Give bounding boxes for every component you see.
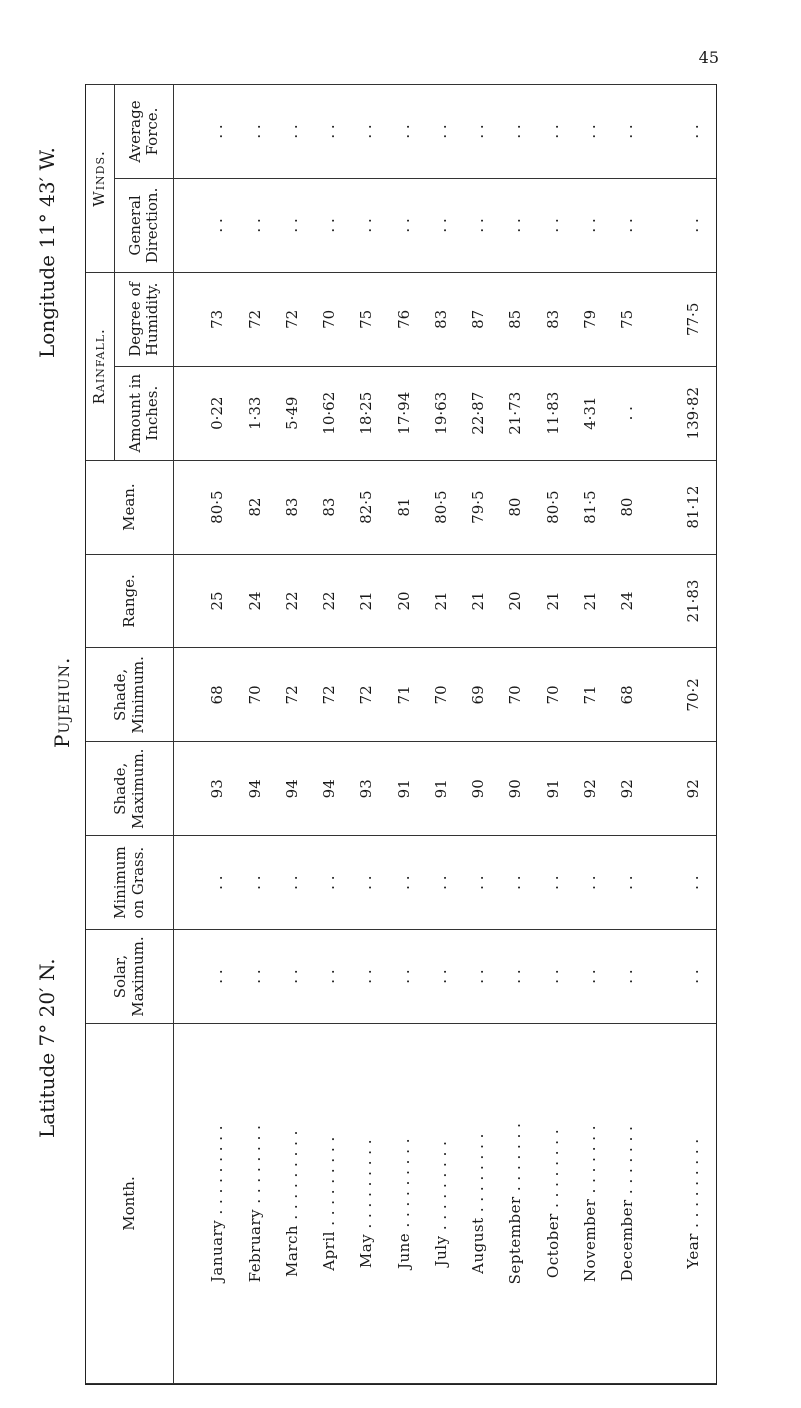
wind-direction-cell: . . bbox=[670, 178, 716, 272]
shade-min-cell: 68 bbox=[199, 648, 236, 742]
solar-max-cell: . . bbox=[348, 930, 385, 1024]
solar-max-cell: . . bbox=[670, 930, 716, 1024]
solar-max-cell: . . bbox=[459, 930, 496, 1024]
month-cell: July . . . . . . . . . bbox=[422, 1024, 459, 1384]
min-grass-cell: . . bbox=[534, 836, 571, 930]
humidity-cell: 73 bbox=[199, 272, 236, 366]
humidity-cell: 83 bbox=[534, 272, 571, 366]
solar-max-cell: . . bbox=[311, 930, 348, 1024]
wind-direction-cell: . . bbox=[571, 178, 608, 272]
rainfall-cell: 10·62 bbox=[311, 366, 348, 460]
shade-max-cell: 92 bbox=[571, 742, 608, 836]
shade-max-cell: 92 bbox=[608, 742, 645, 836]
spacer-row bbox=[646, 85, 671, 1384]
wind-direction-cell: . . bbox=[348, 178, 385, 272]
mean-cell: 81·5 bbox=[571, 460, 608, 554]
humidity-cell: 79 bbox=[571, 272, 608, 366]
station-title: Pujehun. bbox=[50, 656, 74, 748]
wind-force-cell: . . bbox=[348, 85, 385, 179]
range-cell: 21 bbox=[534, 554, 571, 648]
min-grass-cell: . . bbox=[608, 836, 645, 930]
table-row bbox=[236, 85, 273, 1384]
mean-cell: 83 bbox=[273, 460, 310, 554]
wind-direction-cell: . . bbox=[236, 178, 273, 272]
wind-force-cell: . . bbox=[670, 85, 716, 179]
shade-min-cell: 71 bbox=[385, 648, 422, 742]
min-grass-cell: . . bbox=[459, 836, 496, 930]
min-grass-cell: . . bbox=[348, 836, 385, 930]
table-row bbox=[534, 85, 571, 1384]
month-cell: December . . . . . . . bbox=[608, 1024, 645, 1384]
spacer-row bbox=[174, 85, 199, 1384]
rainfall-cell: . . bbox=[608, 366, 645, 460]
latitude-label: Latitude 7° 20′ N. bbox=[35, 958, 59, 1138]
header-rainfall-group: Rainfall. bbox=[86, 272, 115, 460]
wind-force-cell: . . bbox=[571, 85, 608, 179]
min-grass-cell: . . bbox=[385, 836, 422, 930]
mean-cell: 82 bbox=[236, 460, 273, 554]
rainfall-cell: 0·22 bbox=[199, 366, 236, 460]
year-total-row bbox=[670, 85, 716, 1384]
month-cell: September . . . . . . . bbox=[497, 1024, 534, 1384]
header-humidity: Degree of Humidity. bbox=[115, 272, 174, 366]
month-cell: April . . . . . . . . . bbox=[311, 1024, 348, 1384]
range-cell: 21 bbox=[422, 554, 459, 648]
range-cell: 22 bbox=[311, 554, 348, 648]
shade-max-cell: 94 bbox=[236, 742, 273, 836]
wind-direction-cell: . . bbox=[311, 178, 348, 272]
header-wind-force: Average Force. bbox=[115, 85, 174, 179]
shade-max-cell: 93 bbox=[199, 742, 236, 836]
mean-cell: 80·5 bbox=[534, 460, 571, 554]
shade-max-cell: 93 bbox=[348, 742, 385, 836]
shade-min-cell: 72 bbox=[348, 648, 385, 742]
rainfall-cell: 11·83 bbox=[534, 366, 571, 460]
header-winds-group: Winds. bbox=[86, 85, 115, 273]
header-solar-maximum: Solar, Maximum. bbox=[86, 930, 174, 1024]
table-row bbox=[608, 85, 645, 1384]
humidity-cell: 85 bbox=[497, 272, 534, 366]
range-cell: 24 bbox=[236, 554, 273, 648]
month-cell: May . . . . . . . . . bbox=[348, 1024, 385, 1384]
rainfall-cell: 22·87 bbox=[459, 366, 496, 460]
min-grass-cell: . . bbox=[422, 836, 459, 930]
wind-force-cell: . . bbox=[311, 85, 348, 179]
wind-force-cell: . . bbox=[385, 85, 422, 179]
min-grass-cell: . . bbox=[670, 836, 716, 930]
wind-direction-cell: . . bbox=[199, 178, 236, 272]
range-cell: 20 bbox=[497, 554, 534, 648]
shade-max-cell: 94 bbox=[273, 742, 310, 836]
humidity-cell: 75 bbox=[348, 272, 385, 366]
range-cell: 21 bbox=[348, 554, 385, 648]
wind-force-cell: . . bbox=[534, 85, 571, 179]
table-row bbox=[273, 85, 310, 1384]
rainfall-cell: 17·94 bbox=[385, 366, 422, 460]
range-cell: 25 bbox=[199, 554, 236, 648]
month-cell: March . . . . . . . . . bbox=[273, 1024, 310, 1384]
wind-direction-cell: . . bbox=[459, 178, 496, 272]
mean-cell: 80 bbox=[608, 460, 645, 554]
min-grass-cell: . . bbox=[571, 836, 608, 930]
min-grass-cell: . . bbox=[497, 836, 534, 930]
shade-max-cell: 90 bbox=[459, 742, 496, 836]
solar-max-cell: . . bbox=[571, 930, 608, 1024]
mean-cell: 82·5 bbox=[348, 460, 385, 554]
shade-min-cell: 70 bbox=[497, 648, 534, 742]
header-rainfall-amount: Amount in Inches. bbox=[115, 366, 174, 460]
header-mean: Mean. bbox=[86, 460, 174, 554]
table-row bbox=[348, 85, 385, 1384]
shade-max-cell: 91 bbox=[534, 742, 571, 836]
year-label: Year . . . . . . . . . bbox=[670, 1024, 716, 1384]
shade-min-cell: 72 bbox=[311, 648, 348, 742]
min-grass-cell: . . bbox=[311, 836, 348, 930]
wind-force-cell: . . bbox=[459, 85, 496, 179]
rainfall-cell: 18·25 bbox=[348, 366, 385, 460]
mean-cell: 80·5 bbox=[199, 460, 236, 554]
rainfall-cell: 21·73 bbox=[497, 366, 534, 460]
shade-max-cell: 91 bbox=[422, 742, 459, 836]
shade-min-cell: 71 bbox=[571, 648, 608, 742]
rainfall-cell: 5·49 bbox=[273, 366, 310, 460]
solar-max-cell: . . bbox=[497, 930, 534, 1024]
table-row bbox=[199, 85, 236, 1384]
month-cell: February . . . . . . . . bbox=[236, 1024, 273, 1384]
shade-max-cell: 91 bbox=[385, 742, 422, 836]
wind-force-cell: . . bbox=[422, 85, 459, 179]
rainfall-cell: 19·63 bbox=[422, 366, 459, 460]
mean-cell: 81·12 bbox=[670, 460, 716, 554]
month-cell: October . . . . . . . . bbox=[534, 1024, 571, 1384]
shade-min-cell: 70·2 bbox=[670, 648, 716, 742]
table-row bbox=[422, 85, 459, 1384]
wind-force-cell: . . bbox=[608, 85, 645, 179]
rainfall-cell: 139·82 bbox=[670, 366, 716, 460]
humidity-cell: 77·5 bbox=[670, 272, 716, 366]
wind-force-cell: . . bbox=[273, 85, 310, 179]
min-grass-cell: . . bbox=[273, 836, 310, 930]
mean-cell: 80·5 bbox=[422, 460, 459, 554]
wind-force-cell: . . bbox=[497, 85, 534, 179]
range-cell: 20 bbox=[385, 554, 422, 648]
wind-force-cell: . . bbox=[199, 85, 236, 179]
humidity-cell: 75 bbox=[608, 272, 645, 366]
wind-direction-cell: . . bbox=[497, 178, 534, 272]
table-row bbox=[459, 85, 496, 1384]
solar-max-cell: . . bbox=[385, 930, 422, 1024]
wind-direction-cell: . . bbox=[534, 178, 571, 272]
month-cell: November . . . . . . . bbox=[571, 1024, 608, 1384]
range-cell: 24 bbox=[608, 554, 645, 648]
shade-min-cell: 70 bbox=[422, 648, 459, 742]
solar-max-cell: . . bbox=[422, 930, 459, 1024]
wind-force-cell: . . bbox=[236, 85, 273, 179]
range-cell: 21 bbox=[459, 554, 496, 648]
humidity-cell: 83 bbox=[422, 272, 459, 366]
wind-direction-cell: . . bbox=[422, 178, 459, 272]
meteorological-table-frame bbox=[85, 84, 717, 1385]
header-wind-direction: General Direction. bbox=[115, 178, 174, 272]
solar-max-cell: . . bbox=[273, 930, 310, 1024]
shade-min-cell: 70 bbox=[236, 648, 273, 742]
header-month: Month. bbox=[86, 1024, 174, 1384]
range-cell: 21 bbox=[571, 554, 608, 648]
table-row bbox=[571, 85, 608, 1384]
page-number: 45 bbox=[698, 48, 719, 67]
shade-max-cell: 90 bbox=[497, 742, 534, 836]
solar-max-cell: . . bbox=[236, 930, 273, 1024]
shade-min-cell: 69 bbox=[459, 648, 496, 742]
mean-cell: 83 bbox=[311, 460, 348, 554]
range-cell: 21·83 bbox=[670, 554, 716, 648]
humidity-cell: 87 bbox=[459, 272, 496, 366]
wind-direction-cell: . . bbox=[385, 178, 422, 272]
month-cell: June . . . . . . . . . bbox=[385, 1024, 422, 1384]
table-row bbox=[497, 85, 534, 1384]
shade-max-cell: 94 bbox=[311, 742, 348, 836]
min-grass-cell: . . bbox=[236, 836, 273, 930]
header-shade-maximum: Shade, Maximum. bbox=[86, 742, 174, 836]
solar-max-cell: . . bbox=[534, 930, 571, 1024]
month-cell: January . . . . . . . . . bbox=[199, 1024, 236, 1384]
humidity-cell: 72 bbox=[273, 272, 310, 366]
header-minimum-on-grass: Minimum on Grass. bbox=[86, 836, 174, 930]
humidity-cell: 76 bbox=[385, 272, 422, 366]
wind-direction-cell: . . bbox=[273, 178, 310, 272]
range-cell: 22 bbox=[273, 554, 310, 648]
mean-cell: 81 bbox=[385, 460, 422, 554]
header-shade-minimum: Shade, Minimum. bbox=[86, 648, 174, 742]
shade-min-cell: 70 bbox=[534, 648, 571, 742]
mean-cell: 79·5 bbox=[459, 460, 496, 554]
month-cell: August . . . . . . . . bbox=[459, 1024, 496, 1384]
humidity-cell: 72 bbox=[236, 272, 273, 366]
meteorological-table bbox=[86, 84, 716, 1384]
rainfall-cell: 4·31 bbox=[571, 366, 608, 460]
shade-max-cell: 92 bbox=[670, 742, 716, 836]
solar-max-cell: . . bbox=[608, 930, 645, 1024]
wind-direction-cell: . . bbox=[608, 178, 645, 272]
min-grass-cell: . . bbox=[199, 836, 236, 930]
solar-max-cell: . . bbox=[199, 930, 236, 1024]
shade-min-cell: 72 bbox=[273, 648, 310, 742]
mean-cell: 80 bbox=[497, 460, 534, 554]
humidity-cell: 70 bbox=[311, 272, 348, 366]
longitude-label: Longitude 11° 43′ W. bbox=[35, 147, 59, 358]
header-range: Range. bbox=[86, 554, 174, 648]
rainfall-cell: 1·33 bbox=[236, 366, 273, 460]
table-row bbox=[311, 85, 348, 1384]
table-row bbox=[385, 85, 422, 1384]
shade-min-cell: 68 bbox=[608, 648, 645, 742]
